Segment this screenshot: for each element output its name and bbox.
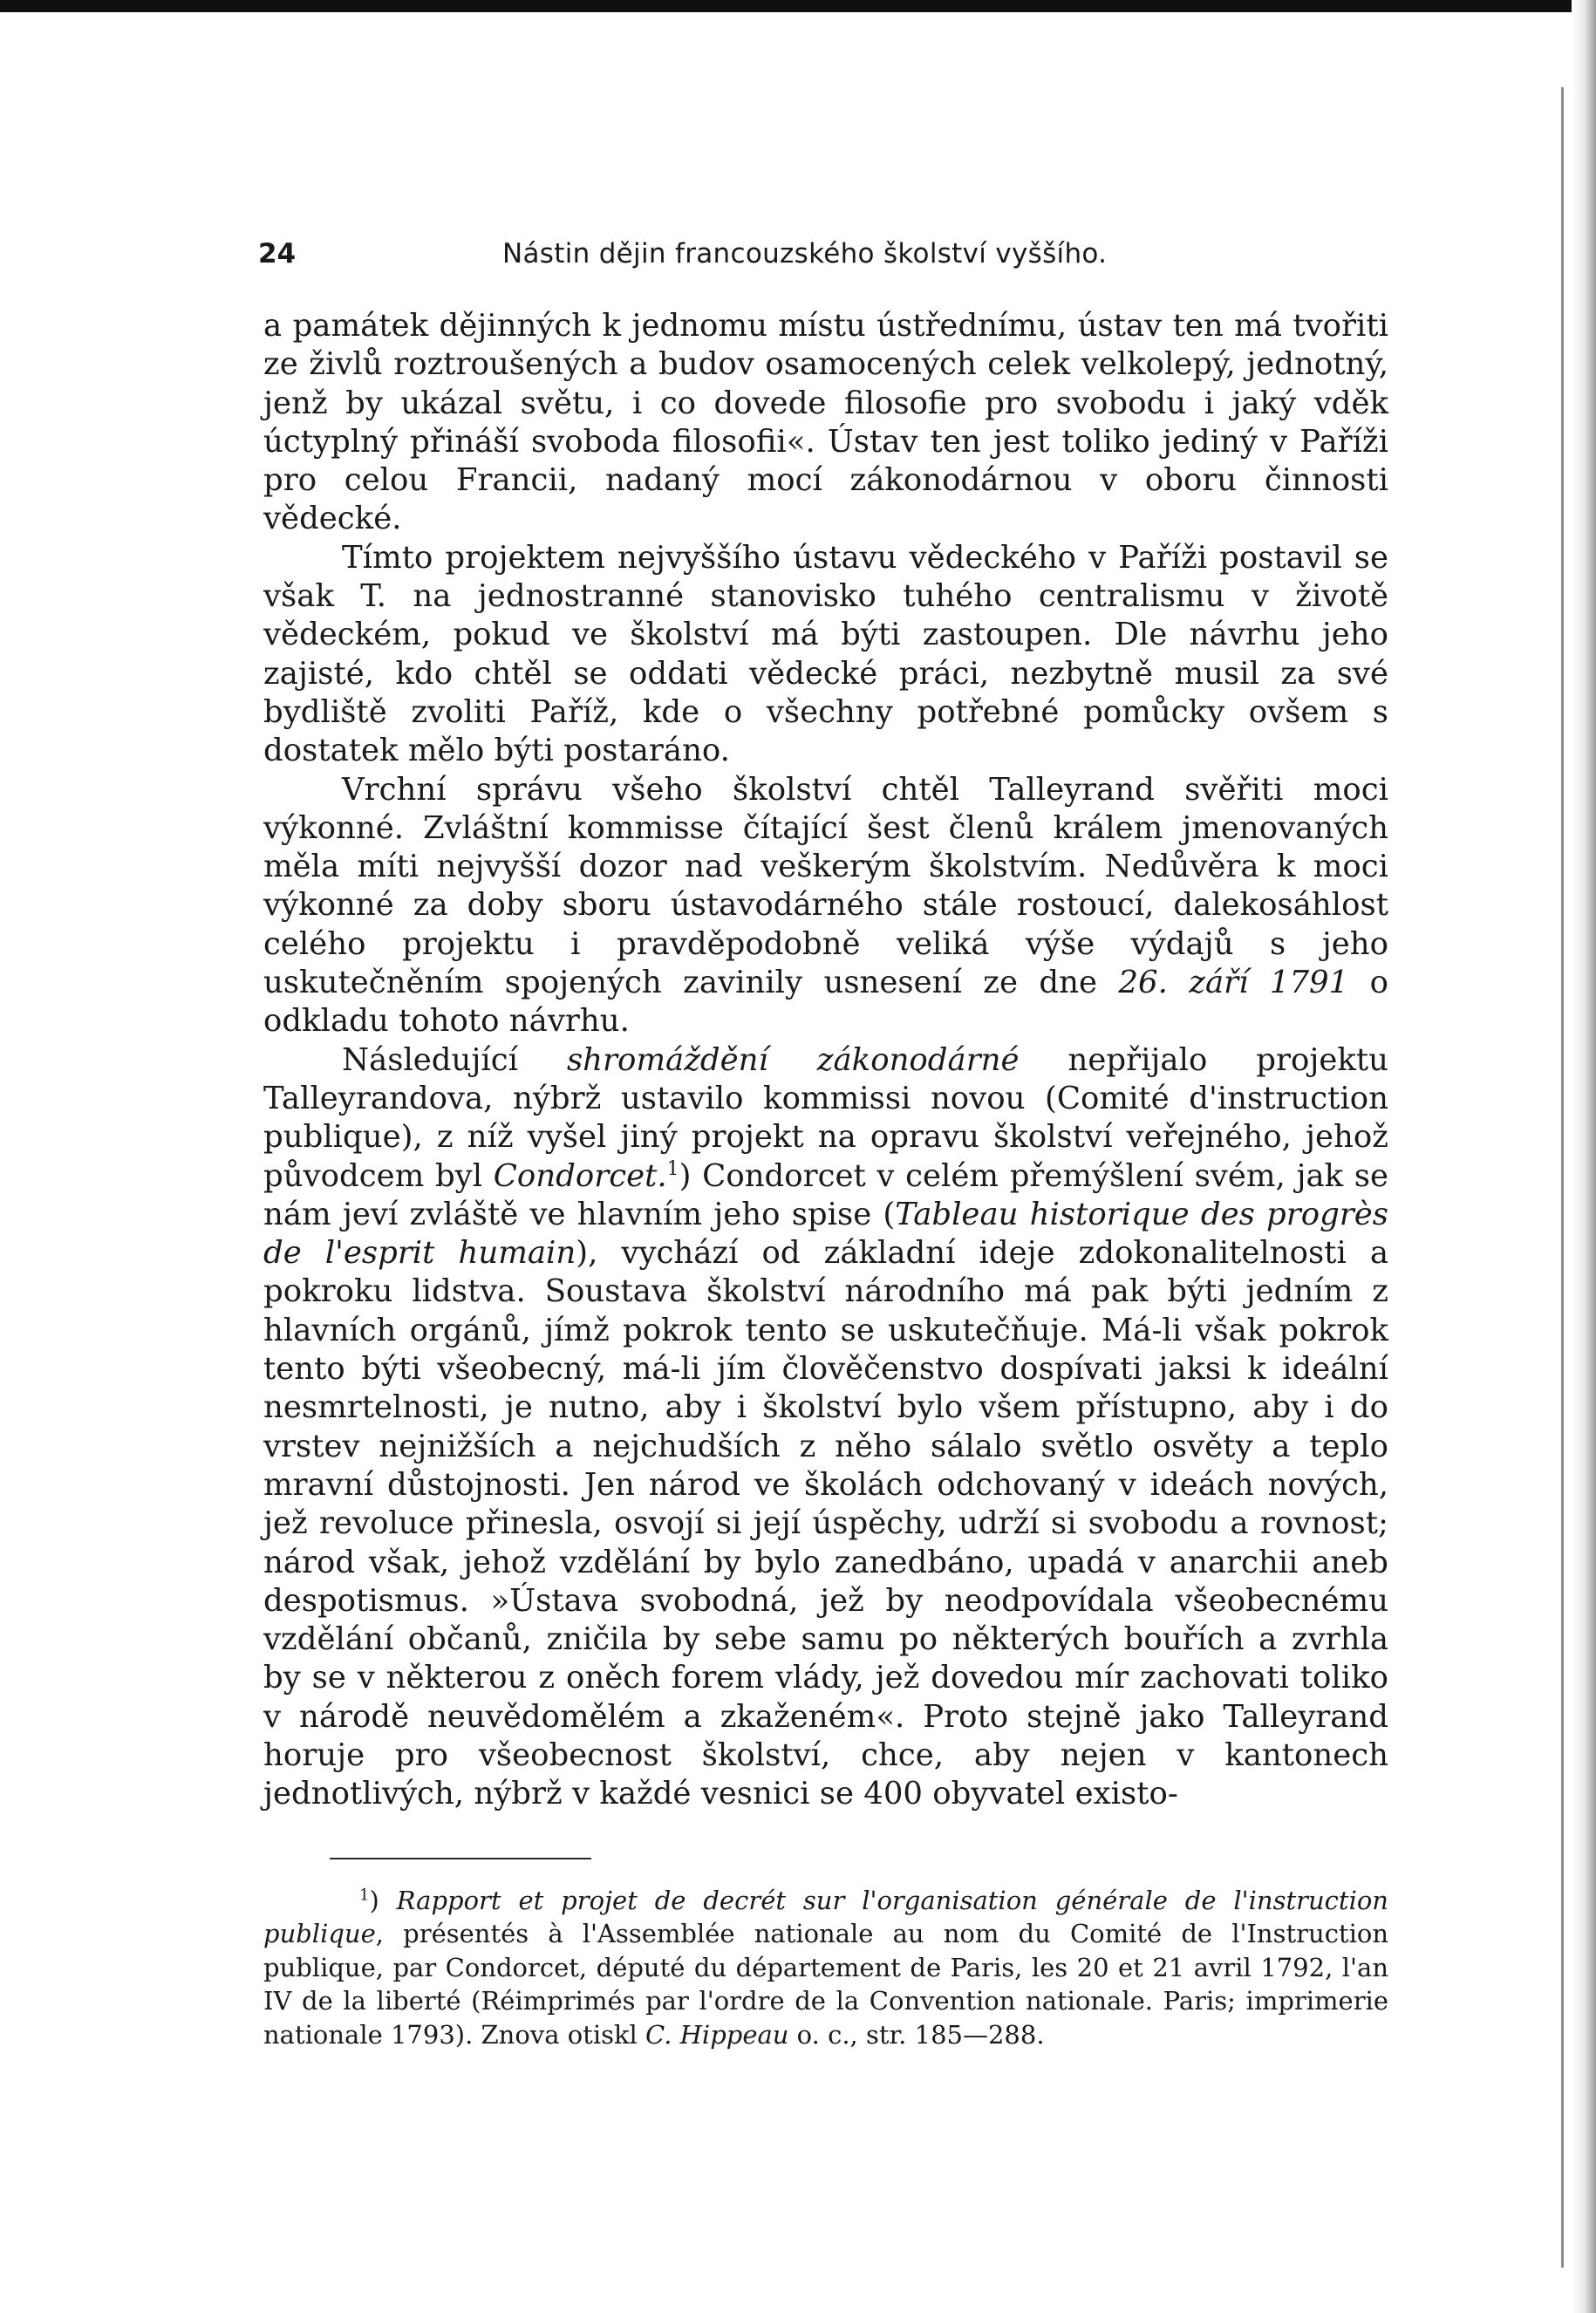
paragraph xyxy=(263,307,1388,539)
text-run: Tímto projektem nejvyššího ústavu vědeckého v Paříži postavil se však T. na jednostranné stanovisko tuhého centralismu v životě vědeckém, pokud ve školství má býti zastoupen. Dle návrhu jeho zajisté, kdo chtěl se oddati vědecké práci, nezbytně musil za své bydliště zvoliti Paříž, kde o všechny potřebné pomůcky ovšem s dostatek mělo býti postaráno. xyxy=(263,539,1388,769)
text-run: nepřijalo projektu Talleyrandova, nýbrž ustavilo kommissi novou (Comité d'instruction publique), z níž vyšel jiný projekt na opravu školství veřejného, jehož původcem byl xyxy=(263,1041,1388,1194)
text-run: Vrchní správu všeho školství chtěl Talleyrand svěřiti moci výkonné. Zvláštní kommisse čítající šest členů králem jmenovaných měla míti nejvyšší dozor nad veškerým školstvím. Nedůvěra k moci výkonné za doby sboru ústavodárného stále rostoucí, dalekosáhlost celého projektu i pravděpodobně veliká výše výdajů s jeho uskutečněním spojených zavinily usnesení ze dne xyxy=(263,771,1388,1001)
scan-gutter-shadow xyxy=(1572,0,1596,2313)
scan-edge-line xyxy=(1561,87,1564,2268)
italic-text: Tableau historique des progrès de l'esprit humain xyxy=(263,1196,1388,1272)
text-run: a památek dějinných k jednomu místu ústřednímu, ústav ten má tvořiti ze živlů roztroušených a budov osamocených celek velkolepý, jednotný, jenž by ukázal světu, i co dovede filosofie pro svobodu i jaký vděk úctyplný přináší svoboda filosofii«. Ústav ten jest toliko jediný v Paříži pro celou Francii, nadaný mocí zákonodárnou v oboru činnosti vědecké. xyxy=(263,308,1388,537)
body-text xyxy=(263,307,1388,1814)
italic-text: C. Hippeau xyxy=(645,2019,789,2050)
running-title: Nástin dějin francouzského školství vyššího. xyxy=(502,238,1108,270)
footnote-marker: 1 xyxy=(359,1886,370,1905)
text-run: o. c., str. 185—288. xyxy=(788,2019,1045,2050)
paragraph xyxy=(263,539,1388,771)
italic-text: Rapport et projet de decrét sur l'organisation générale de l'instruction publique xyxy=(263,1886,1388,1949)
paragraph xyxy=(263,1041,1388,1814)
italic-text: Condorcet. xyxy=(493,1157,667,1194)
footnote-marker: 1 xyxy=(666,1157,679,1180)
text-run: , présentés à l'Assemblée nationale au nom du Comité de l'Instruction publique, par Condorcet, député du département de Paris, les 20 et 21 avril 1792, l'an IV de la liberté (Réimprimés par l'ordre de la Convention nationale. Paris; imprimerie nationale 1793). Znova otiskl xyxy=(263,1919,1388,2050)
text-run: Následující xyxy=(342,1041,567,1078)
paragraph xyxy=(263,771,1388,1041)
italic-text: 26. září 1791 xyxy=(1118,965,1349,1001)
footnote-paragraph xyxy=(263,1884,1388,2051)
running-header xyxy=(258,234,1141,274)
page-number: 24 xyxy=(258,238,297,270)
text-run: ) xyxy=(369,1886,397,1915)
text-run: ) Condorcet v celém přemýšlení svém, jak se nám jeví zvláště ve hlavním jeho spise ( xyxy=(263,1157,1389,1232)
text-run: o odkladu tohoto návrhu. xyxy=(263,965,1388,1040)
text-run: ), vychází od základní ideje zdokonalitelnosti a pokroku lidstva. Soustava školství národního má pak býti jedním z hlavních orgánů, jímž pokrok tento se uskutečňuje. Má-li však pokrok tento býti všeobecný, má-li jím člověčenstvo dospívati jaksi k ideální nesmrtelnosti, je nutno, aby i školství bylo všem přístupno, aby i do vrstev nejnižších a nejchudších z něho sálalo světlo osvěty a teplo mravní důstojnosti. Jen národ ve školách odchovaný v ideách nových, jež revoluce přinesla, osvojí si její úspěchy, udrží si svobodu a rovnost; národ však, jehož vzdělání by bylo zanedbáno, upadá v anarchii aneb despotismus. »Ústava svobodná, jež by neodpovídala všeobecnému vzdělání občanů, zničila by sebe samu po některých bouřích a zvrhla by se v některou z oněch forem vlády, jež dovedou mír zachovati toliko v národě neuvědomělém a zkaženém«. Proto stejně jako Talleyrand horuje pro všeobecnost školství, chce, aby nejen v kantonech jednotlivých, nýbrž v každé vesnici se 400 obyvatel existo- xyxy=(263,1235,1388,1812)
footnote-divider xyxy=(330,1858,591,1859)
footnote xyxy=(263,1884,1388,2051)
italic-text: shromáždění zákonodárné xyxy=(566,1041,1020,1078)
